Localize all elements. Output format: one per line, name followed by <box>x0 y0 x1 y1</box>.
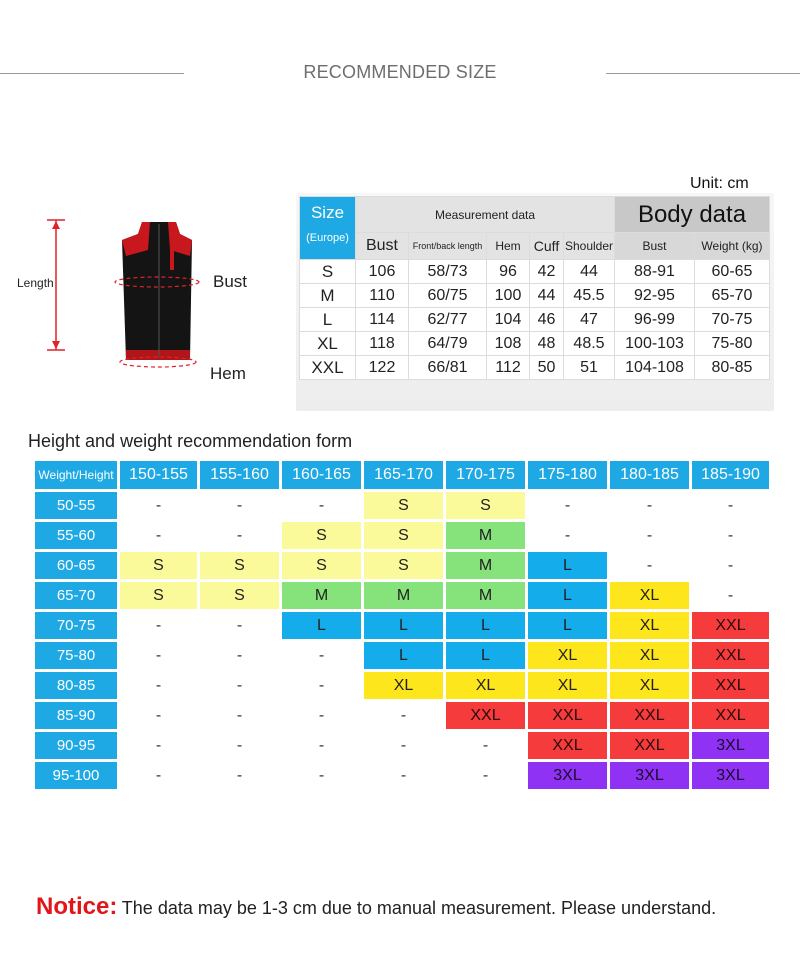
length-label: Length <box>17 276 54 290</box>
measurement-cell: 48.5 <box>564 332 615 356</box>
recommended-size-cell: XL <box>610 642 689 669</box>
recommended-size-cell: XL <box>446 672 525 699</box>
recommended-size-cell: XL <box>528 672 607 699</box>
unit-label: Unit: cm <box>690 175 749 192</box>
recommended-size-cell: - <box>120 642 197 669</box>
weight-row <box>35 582 769 609</box>
size-header-cell <box>300 197 356 260</box>
size-cell: S <box>300 260 356 284</box>
recommended-size-cell: - <box>364 732 443 759</box>
page-title: RECOMMENDED SIZE <box>303 62 497 82</box>
size-header-label: Size <box>310 203 345 222</box>
recommended-size-cell: XXL <box>692 612 769 639</box>
recommended-size-cell: - <box>120 492 197 519</box>
notice <box>36 893 716 921</box>
measurement-cell: 66/81 <box>409 356 487 380</box>
measurement-cell: 60-65 <box>695 260 770 284</box>
recommended-size-cell: - <box>610 522 689 549</box>
weight-row <box>35 672 769 699</box>
col-header-hem: Hem <box>487 233 530 260</box>
recommended-size-cell: XL <box>528 642 607 669</box>
size-cell: L <box>300 308 356 332</box>
recommended-size-cell: - <box>282 702 361 729</box>
recommended-size-cell: - <box>282 642 361 669</box>
weight-header-cell: 50-55 <box>35 492 117 519</box>
measurement-cell: 108 <box>487 332 530 356</box>
recommended-size-cell: S <box>120 582 197 609</box>
recommended-size-cell: L <box>528 552 607 579</box>
weight-height-corner: Weight/Height <box>35 461 117 489</box>
weight-row <box>35 732 769 759</box>
recommended-size-cell: - <box>692 552 769 579</box>
measurement-cell: 45.5 <box>564 284 615 308</box>
height-weight-table <box>32 458 772 792</box>
weight-row <box>35 702 769 729</box>
measurement-cell: 65-70 <box>695 284 770 308</box>
size-cell: M <box>300 284 356 308</box>
height-weight-table-body <box>35 492 769 789</box>
measurement-cell: 114 <box>356 308 409 332</box>
measurement-cell: 42 <box>530 260 564 284</box>
recommended-size-cell: - <box>446 762 525 789</box>
measurement-cell: 100-103 <box>615 332 695 356</box>
measurement-cell: 92-95 <box>615 284 695 308</box>
recommended-size-cell: - <box>610 552 689 579</box>
recommended-size-cell: - <box>200 672 279 699</box>
col-header-body-bust: Bust <box>615 233 695 260</box>
recommended-size-cell: S <box>364 552 443 579</box>
recommended-size-cell: XL <box>610 582 689 609</box>
recommended-size-cell: L <box>446 642 525 669</box>
recommended-size-cell: - <box>692 492 769 519</box>
weight-header-cell: 80-85 <box>35 672 117 699</box>
weight-row <box>35 612 769 639</box>
measurement-cell: 104-108 <box>615 356 695 380</box>
col-header-front-back-length: Front/back length <box>409 233 487 260</box>
recommended-size-cell: L <box>364 612 443 639</box>
height-header-cell: 175-180 <box>528 461 607 489</box>
weight-header-cell: 90-95 <box>35 732 117 759</box>
recommended-size-cell: - <box>120 672 197 699</box>
measurement-cell: 60/75 <box>409 284 487 308</box>
recommended-size-cell: - <box>282 732 361 759</box>
measurement-subheader-row <box>300 233 770 260</box>
col-header-bust: Bust <box>356 233 409 260</box>
recommended-size-cell: - <box>200 702 279 729</box>
recommended-size-cell: 3XL <box>610 762 689 789</box>
recommended-size-cell: M <box>446 522 525 549</box>
recommended-size-cell: 3XL <box>528 762 607 789</box>
recommended-size-cell: S <box>282 552 361 579</box>
recommended-size-cell: 3XL <box>692 762 769 789</box>
measurement-cell: 88-91 <box>615 260 695 284</box>
measurement-cell: 51 <box>564 356 615 380</box>
recommended-size-cell: L <box>528 582 607 609</box>
weight-row <box>35 492 769 519</box>
recommended-size-cell: XL <box>364 672 443 699</box>
weight-header-cell: 85-90 <box>35 702 117 729</box>
recommended-size-cell: S <box>200 552 279 579</box>
measurement-cell: 46 <box>530 308 564 332</box>
recommended-size-cell: XL <box>610 612 689 639</box>
recommended-size-cell: - <box>200 522 279 549</box>
recommended-size-cell: M <box>282 582 361 609</box>
recommended-size-cell: - <box>120 732 197 759</box>
col-header-weight: Weight (kg) <box>695 233 770 260</box>
weight-row <box>35 762 769 789</box>
recommended-size-cell: - <box>692 582 769 609</box>
recommended-size-cell: S <box>282 522 361 549</box>
recommended-size-cell: XXL <box>692 672 769 699</box>
measurement-cell: 112 <box>487 356 530 380</box>
recommended-size-cell: - <box>120 762 197 789</box>
recommended-size-cell: M <box>364 582 443 609</box>
recommended-size-cell: M <box>446 582 525 609</box>
recommended-size-cell: - <box>200 612 279 639</box>
measurement-cell: 110 <box>356 284 409 308</box>
recommended-size-cell: XXL <box>528 702 607 729</box>
header-rule-right <box>606 73 800 74</box>
recommended-size-cell: - <box>120 612 197 639</box>
recommended-size-cell: - <box>364 702 443 729</box>
measurement-cell: 100 <box>487 284 530 308</box>
measurement-row <box>300 356 770 380</box>
recommended-size-cell: S <box>446 492 525 519</box>
recommended-size-cell: - <box>282 762 361 789</box>
height-header-row <box>35 461 769 489</box>
height-header-cell: 165-170 <box>364 461 443 489</box>
height-header-cell: 160-165 <box>282 461 361 489</box>
weight-row <box>35 522 769 549</box>
height-header-cell: 150-155 <box>120 461 197 489</box>
recommended-size-cell: 3XL <box>692 732 769 759</box>
bust-label: Bust <box>213 272 248 291</box>
measurement-cell: 44 <box>564 260 615 284</box>
measurement-cell: 62/77 <box>409 308 487 332</box>
measurement-cell: 48 <box>530 332 564 356</box>
measurement-cell: 47 <box>564 308 615 332</box>
measurement-row <box>300 260 770 284</box>
height-header-cell: 170-175 <box>446 461 525 489</box>
measurement-cell: 80-85 <box>695 356 770 380</box>
height-header-cell: 180-185 <box>610 461 689 489</box>
size-cell: XL <box>300 332 356 356</box>
measurement-row <box>300 332 770 356</box>
measurement-cell: 75-80 <box>695 332 770 356</box>
measurement-cell: 70-75 <box>695 308 770 332</box>
hem-label: Hem <box>210 364 246 383</box>
measurement-table-body <box>300 260 770 380</box>
height-header-cell: 155-160 <box>200 461 279 489</box>
recommended-size-cell: - <box>528 492 607 519</box>
weight-header-cell: 55-60 <box>35 522 117 549</box>
recommended-size-cell: L <box>446 612 525 639</box>
measurement-cell: 104 <box>487 308 530 332</box>
measurement-header-row <box>300 197 770 233</box>
recommended-size-cell: - <box>692 522 769 549</box>
recommended-size-cell: XXL <box>692 702 769 729</box>
measurement-cell: 106 <box>356 260 409 284</box>
col-header-cuff: Cuff <box>530 233 564 260</box>
recommended-size-cell: XXL <box>446 702 525 729</box>
weight-header-cell: 95-100 <box>35 762 117 789</box>
recommended-size-cell: S <box>200 582 279 609</box>
recommended-size-cell: - <box>200 492 279 519</box>
body-data-header: Body data <box>615 197 770 233</box>
measurement-cell: 122 <box>356 356 409 380</box>
recommended-size-cell: - <box>200 762 279 789</box>
weight-row <box>35 552 769 579</box>
recommended-size-cell: - <box>200 642 279 669</box>
vest-illustration <box>30 210 200 370</box>
measurement-cell: 96-99 <box>615 308 695 332</box>
measurement-cell: 118 <box>356 332 409 356</box>
recommended-size-cell: L <box>364 642 443 669</box>
weight-header-cell: 65-70 <box>35 582 117 609</box>
measurement-row <box>300 308 770 332</box>
recommended-size-cell: S <box>364 522 443 549</box>
recommended-size-cell: - <box>120 702 197 729</box>
size-header-sub: (Europe) <box>306 232 349 244</box>
recommended-size-cell: - <box>364 762 443 789</box>
measurement-cell: 44 <box>530 284 564 308</box>
recommended-size-cell: L <box>528 612 607 639</box>
measurement-cell: 50 <box>530 356 564 380</box>
col-header-shoulder: Shoulder <box>564 233 615 260</box>
size-cell: XXL <box>300 356 356 380</box>
vest-shape <box>122 222 192 360</box>
recommended-size-cell: - <box>200 732 279 759</box>
recommended-size-cell: S <box>120 552 197 579</box>
recommended-size-cell: - <box>282 672 361 699</box>
notice-text: The data may be 1-3 cm due to manual measurement. Please understand. <box>121 898 717 918</box>
recommended-size-cell: XXL <box>692 642 769 669</box>
height-header-cell: 185-190 <box>692 461 769 489</box>
recommended-size-cell: S <box>364 492 443 519</box>
measurement-cell: 58/73 <box>409 260 487 284</box>
recommended-size-cell: - <box>120 522 197 549</box>
weight-row <box>35 642 769 669</box>
recommended-size-cell: - <box>528 522 607 549</box>
measurement-row <box>300 284 770 308</box>
recommended-size-cell: - <box>282 492 361 519</box>
recommendation-title: Height and weight recommendation form <box>28 431 353 451</box>
recommended-size-cell: XL <box>610 672 689 699</box>
recommended-size-cell: XXL <box>528 732 607 759</box>
measurement-group-header: Measurement data <box>356 197 615 233</box>
recommended-size-cell: - <box>610 492 689 519</box>
recommended-size-cell: M <box>446 552 525 579</box>
weight-header-cell: 75-80 <box>35 642 117 669</box>
weight-header-cell: 70-75 <box>35 612 117 639</box>
measurement-table <box>299 196 770 380</box>
recommended-size-cell: L <box>282 612 361 639</box>
recommended-size-cell: XXL <box>610 702 689 729</box>
recommended-size-cell: XXL <box>610 732 689 759</box>
recommended-size-cell: - <box>446 732 525 759</box>
measurement-cell: 64/79 <box>409 332 487 356</box>
notice-label: Notice: <box>36 893 118 920</box>
measurement-cell: 96 <box>487 260 530 284</box>
weight-header-cell: 60-65 <box>35 552 117 579</box>
